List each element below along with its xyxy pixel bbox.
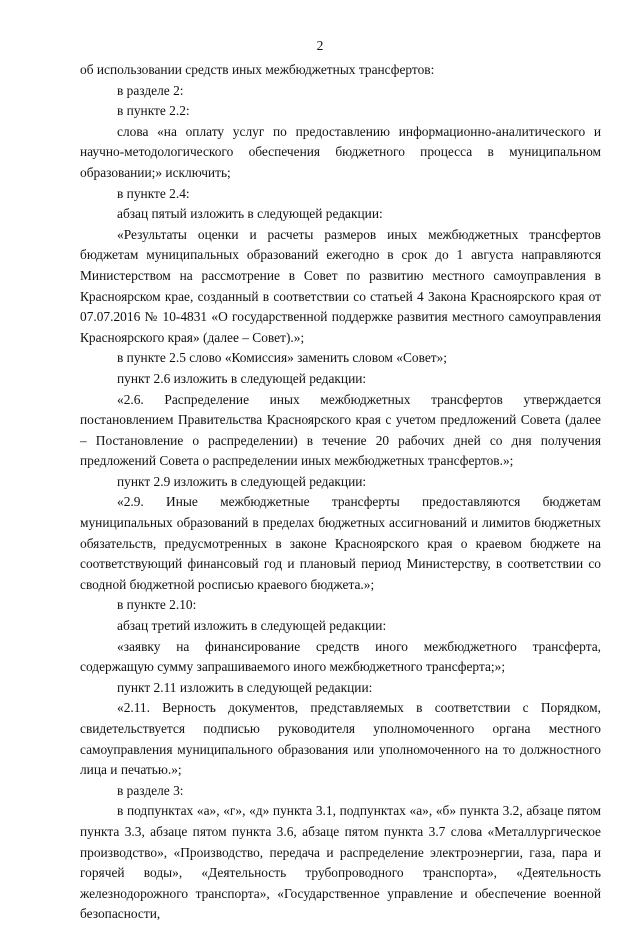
paragraph-7: «Результаты оценки и расчеты размеров иных межбюджетных трансфертов бюджетам муниципальных образований ежегодно в срок до 1 августа направляются Министерством на рассмотрение в Совет по развитию местного самоуправления в Красноярском крае, созданный в соответствии со статьей 4 Закона Красноярского края от 07.07.2016 № 10-4831 «О государственной поддержке развития местного самоуправления Красноярского края» (далее – Совет).»;: [80, 226, 601, 345]
paragraph-2: в разделе 2:: [117, 82, 184, 98]
paragraph-5: в пункте 2.4:: [117, 185, 190, 201]
paragraph-11: пункт 2.9 изложить в следующей редакции:: [117, 473, 367, 489]
paragraph-17: «2.11. Верность документов, представляемых в соответствии с Порядком, свидетельствуется подписью руководителя уполномоченного органа местного самоуправления муниципального образования или уполномоченного на то должностного лица и печатью.»;: [80, 700, 601, 778]
paragraph-16: пункт 2.11 изложить в следующей редакции:: [117, 679, 373, 695]
paragraph-8: в пункте 2.5 слово «Комиссия» заменить словом «Совет»;: [117, 350, 448, 366]
page-number: 2: [316, 38, 324, 53]
paragraph-6: абзац пятый изложить в следующей редакции:: [117, 206, 383, 222]
document-body: [80, 60, 601, 925]
paragraph-12: «2.9. Иные межбюджетные трансферты предоставляются бюджетам муниципальных образований в пределах бюджетных ассигнований и лимитов бюджетных обязательств, предусмотренных в законе Красноярского края о краевом бюджете на соответствующий финансовый год и плановый период Министерству, в соответствии со сводной бюджетной росписью краевого бюджета.»;: [80, 494, 601, 592]
paragraph-10: «2.6. Распределение иных межбюджетных трансфертов утверждается постановлением Правительства Красноярского края с учетом предложений Совета (далее – Постановление о распределении) в течение 20 рабочих дней со дня получения предложений Совета о распределении иных межбюджетных трансфертов.»;: [80, 391, 601, 469]
paragraph-18: в разделе 3:: [117, 782, 184, 798]
paragraph-3: в пункте 2.2:: [117, 103, 190, 119]
paragraph-4: слова «на оплату услуг по предоставлению информационно-аналитического и научно-методологического обеспечения бюджетного процесса в муниципальном образовании;» исключить;: [80, 123, 601, 180]
paragraph-1: об использовании средств иных межбюджетных трансфертов:: [80, 62, 435, 77]
paragraph-9: пункт 2.6 изложить в следующей редакции:: [117, 370, 367, 386]
paragraph-19: в подпунктах «а», «г», «д» пункта 3.1, подпунктах «а», «б» пункта 3.2, абзаце пятом пункта 3.3, абзаце пятом пункта 3.6, абзаце пятом пункта 3.7 слова «Металлургическое производство», «Производство, передача и распределение электроэнергии, газа, пара и горячей воды», «Деятельность трубопроводного транспорта», «Деятельность железнодорожного транспорта», «Государственное управление и обеспечение военной безопасности,: [80, 803, 601, 922]
paragraph-13: в пункте 2.10:: [117, 597, 197, 613]
paragraph-14: абзац третий изложить в следующей редакции:: [117, 618, 387, 634]
paragraph-15: «заявку на финансирование средств иного межбюджетного трансферта, содержащую сумму запрашиваемого иного межбюджетного трансферта;»;: [80, 638, 601, 675]
